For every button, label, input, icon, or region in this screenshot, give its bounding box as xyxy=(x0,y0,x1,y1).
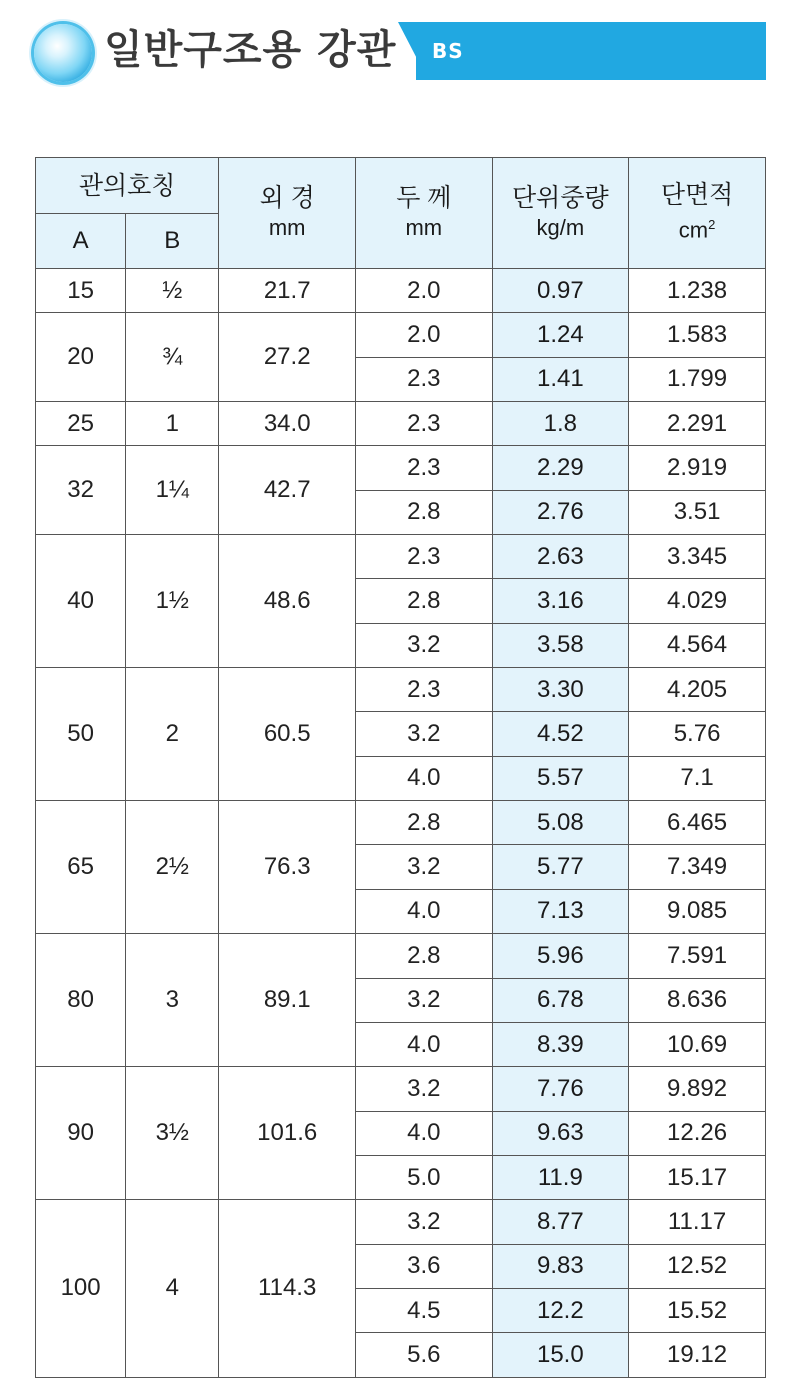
area-cell: 4.029 xyxy=(629,579,766,623)
weight-cell: 3.16 xyxy=(492,579,629,623)
nominal-a-cell: 25 xyxy=(36,402,126,446)
area-cell: 5.76 xyxy=(629,712,766,756)
thickness-cell: 3.2 xyxy=(356,845,492,889)
nominal-b-cell: 2½ xyxy=(126,801,219,934)
nominal-header: 관의호칭 xyxy=(36,158,219,214)
weight-cell: 2.29 xyxy=(492,446,629,490)
thickness-cell: 2.3 xyxy=(356,446,492,490)
outer-diameter-cell: 48.6 xyxy=(219,535,356,668)
area-cell: 15.52 xyxy=(629,1288,766,1332)
weight-cell: 5.96 xyxy=(492,934,629,978)
weight-cell: 9.83 xyxy=(492,1244,629,1288)
outer-diameter-cell: 114.3 xyxy=(219,1200,356,1377)
nominal-a-cell: 50 xyxy=(36,668,126,801)
nominal-a-cell: 80 xyxy=(36,934,126,1067)
bullet-circle-icon xyxy=(34,24,92,82)
table-row xyxy=(36,801,766,845)
nominal-b-cell: 3 xyxy=(126,934,219,1067)
nominal-a-cell: 100 xyxy=(36,1200,126,1377)
a-header: A xyxy=(36,214,126,269)
table-header xyxy=(36,158,766,269)
thickness-cell: 3.2 xyxy=(356,712,492,756)
thickness-cell: 2.8 xyxy=(356,490,492,534)
thickness-cell: 2.8 xyxy=(356,801,492,845)
area-header-unit: cm xyxy=(678,217,709,243)
nominal-b-cell: 3½ xyxy=(126,1067,219,1200)
nominal-b-cell: 2 xyxy=(126,668,219,801)
area-cell: 19.12 xyxy=(629,1333,766,1377)
area-header-unit-wrap xyxy=(629,210,765,245)
table-row xyxy=(36,934,766,978)
weight-cell: 4.52 xyxy=(492,712,629,756)
table-row xyxy=(36,446,766,490)
weight-cell: 3.58 xyxy=(492,623,629,667)
page-header xyxy=(0,0,800,100)
area-cell: 10.69 xyxy=(629,1022,766,1066)
weight-cell: 8.77 xyxy=(492,1200,629,1244)
area-cell: 11.17 xyxy=(629,1200,766,1244)
weight-cell: 1.41 xyxy=(492,357,629,401)
area-cell: 9.892 xyxy=(629,1067,766,1111)
table-body xyxy=(36,269,766,1378)
weight-cell: 5.57 xyxy=(492,756,629,800)
nominal-a-cell: 32 xyxy=(36,446,126,535)
area-cell: 12.26 xyxy=(629,1111,766,1155)
thickness-cell: 2.3 xyxy=(356,668,492,712)
thickness-cell: 5.6 xyxy=(356,1333,492,1377)
nominal-b-cell: ¾ xyxy=(126,313,219,402)
weight-cell: 7.13 xyxy=(492,889,629,933)
area-cell: 15.17 xyxy=(629,1155,766,1199)
area-cell: 2.919 xyxy=(629,446,766,490)
thickness-cell: 3.2 xyxy=(356,978,492,1022)
page-title: 일반구조용 강관 xyxy=(104,27,397,73)
weight-cell: 5.08 xyxy=(492,801,629,845)
area-cell: 7.1 xyxy=(629,756,766,800)
thickness-header xyxy=(356,158,492,269)
thickness-cell: 4.5 xyxy=(356,1288,492,1332)
weight-header xyxy=(492,158,629,269)
outer-diameter-cell: 101.6 xyxy=(219,1067,356,1200)
thickness-cell: 2.3 xyxy=(356,402,492,446)
area-cell: 12.52 xyxy=(629,1244,766,1288)
weight-cell: 1.24 xyxy=(492,313,629,357)
table-row xyxy=(36,313,766,357)
table-row xyxy=(36,535,766,579)
area-cell: 2.291 xyxy=(629,402,766,446)
nominal-a-cell: 65 xyxy=(36,801,126,934)
table-row xyxy=(36,668,766,712)
area-unit-exponent: 2 xyxy=(708,217,716,233)
thickness-cell: 4.0 xyxy=(356,1111,492,1155)
od-header-unit: mm xyxy=(268,215,306,240)
outer-diameter-cell: 34.0 xyxy=(219,402,356,446)
area-cell: 1.799 xyxy=(629,357,766,401)
nominal-b-cell: 1 xyxy=(126,402,219,446)
area-cell: 3.51 xyxy=(629,490,766,534)
weight-cell: 12.2 xyxy=(492,1288,629,1332)
outer-diameter-cell: 76.3 xyxy=(219,801,356,934)
weight-cell: 5.77 xyxy=(492,845,629,889)
outer-diameter-cell: 89.1 xyxy=(219,934,356,1067)
pipe-spec-table xyxy=(35,157,766,1378)
area-cell: 7.591 xyxy=(629,934,766,978)
nominal-b-cell: 1½ xyxy=(126,535,219,668)
thickness-cell: 3.2 xyxy=(356,1200,492,1244)
nominal-a-cell: 90 xyxy=(36,1067,126,1200)
area-header-label: 단면적 xyxy=(660,181,734,210)
nominal-a-cell: 15 xyxy=(36,269,126,313)
b-header: B xyxy=(126,214,219,269)
nominal-a-cell: 40 xyxy=(36,535,126,668)
thickness-cell: 2.3 xyxy=(356,535,492,579)
weight-cell: 2.76 xyxy=(492,490,629,534)
weight-cell: 7.76 xyxy=(492,1067,629,1111)
weight-cell: 1.8 xyxy=(492,402,629,446)
area-cell: 8.636 xyxy=(629,978,766,1022)
weight-cell: 15.0 xyxy=(492,1333,629,1377)
thickness-cell: 4.0 xyxy=(356,756,492,800)
weight-header-unit: kg/m xyxy=(536,215,585,240)
outer-diameter-cell: 27.2 xyxy=(219,313,356,402)
thickness-cell: 4.0 xyxy=(356,889,492,933)
area-cell: 6.465 xyxy=(629,801,766,845)
table-row xyxy=(36,1200,766,1244)
outer-diameter-cell: 21.7 xyxy=(219,269,356,313)
thickness-header-label: 두 께 xyxy=(396,184,452,212)
nominal-a-cell: 20 xyxy=(36,313,126,402)
thickness-cell: 3.2 xyxy=(356,623,492,667)
thickness-cell: 2.8 xyxy=(356,579,492,623)
thickness-cell: 3.6 xyxy=(356,1244,492,1288)
area-cell: 1.583 xyxy=(629,313,766,357)
area-cell: 4.205 xyxy=(629,668,766,712)
outer-diameter-cell: 42.7 xyxy=(219,446,356,535)
thickness-cell: 5.0 xyxy=(356,1155,492,1199)
thickness-cell: 3.2 xyxy=(356,1067,492,1111)
nominal-b-cell: ½ xyxy=(126,269,219,313)
weight-cell: 3.30 xyxy=(492,668,629,712)
thickness-cell: 2.0 xyxy=(356,313,492,357)
thickness-header-unit: mm xyxy=(405,215,443,240)
weight-cell: 11.9 xyxy=(492,1155,629,1199)
standard-label: BS xyxy=(432,39,464,63)
table-row xyxy=(36,1067,766,1111)
weight-cell: 0.97 xyxy=(492,269,629,313)
area-header xyxy=(629,158,766,269)
od-header-label: 외 경 xyxy=(259,184,315,212)
area-cell: 4.564 xyxy=(629,623,766,667)
table-row xyxy=(36,402,766,446)
area-cell: 1.238 xyxy=(629,269,766,313)
thickness-cell: 2.0 xyxy=(356,269,492,313)
nominal-b-cell: 1¼ xyxy=(126,446,219,535)
weight-cell: 9.63 xyxy=(492,1111,629,1155)
thickness-cell: 2.8 xyxy=(356,934,492,978)
weight-cell: 8.39 xyxy=(492,1022,629,1066)
area-cell: 9.085 xyxy=(629,889,766,933)
thickness-cell: 2.3 xyxy=(356,357,492,401)
area-cell: 7.349 xyxy=(629,845,766,889)
weight-cell: 6.78 xyxy=(492,978,629,1022)
area-cell: 3.345 xyxy=(629,535,766,579)
outer-diameter-cell: 60.5 xyxy=(219,668,356,801)
od-header xyxy=(219,158,356,269)
weight-header-label: 단위중량 xyxy=(512,184,609,212)
nominal-b-cell: 4 xyxy=(126,1200,219,1377)
table-row xyxy=(36,269,766,313)
thickness-cell: 4.0 xyxy=(356,1022,492,1066)
weight-cell: 2.63 xyxy=(492,535,629,579)
